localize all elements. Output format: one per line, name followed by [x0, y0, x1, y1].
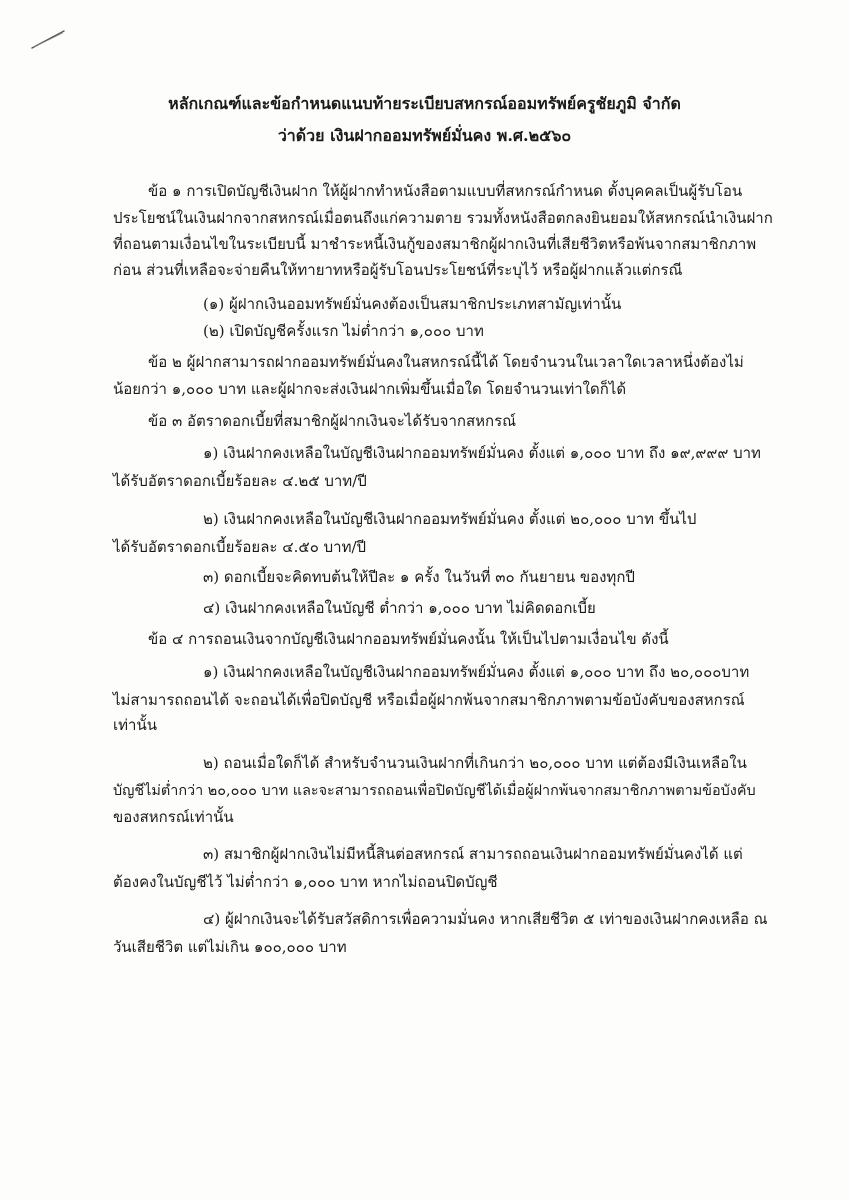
list-item: ๓) ดอกเบี้ยจะคิดทบต้นให้ปีละ ๑ ครั้ง ในวันที่ ๓๐ กันยายน ของทุกปี [203, 568, 635, 586]
paragraph-line: ก่อน ส่วนที่เหลือจะจ่ายคืนให้ทายาทหรือผู้รับโอนประโยชน์ที่ระบุไว้ หรือผู้ฝากแล้วแต่กรณี [113, 261, 683, 279]
list-item: ๓) สมาชิกผู้ฝากเงินไม่มีหนี้สินต่อสหกรณ์ สามารถถอนเงินฝากออมทรัพย์มั่นคงได้ แต่ [203, 845, 743, 863]
list-item-continuation: เท่านั้น [113, 716, 157, 734]
list-item: (๑) ผู้ฝากเงินออมทรัพย์มั่นคงต้องเป็นสมาชิกประเภทสามัญเท่านั้น [203, 295, 622, 313]
list-item: ๔) ผู้ฝากเงินจะได้รับสวัสดิการเพื่อความมั่นคง หากเสียชีวิต ๕ เท่าของเงินฝากคงเหลือ ณ [203, 910, 768, 928]
list-item-continuation: ต้องคงในบัญชีไว้ ไม่ต่ำกว่า ๑,๐๐๐ บาท หากไม่ถอนปิดบัญชี [113, 873, 498, 891]
list-item-continuation: บัญชีไม่ต่ำกว่า ๒๐,๐๐๐ บาท และจะสามารถถอนเพื่อปิดบัญชีได้เมื่อผู้ฝากพ้นจากสมาชิกภาพตามข้อบังคับ [113, 783, 756, 799]
paragraph-line: น้อยกว่า ๑,๐๐๐ บาท และผู้ฝากจะส่งเงินฝากเพิ่มขึ้นเมื่อใด โดยจำนวนเท่าใดก็ได้ [113, 380, 627, 398]
paragraph-line: ประโยชน์ในเงินฝากจากสหกรณ์เมื่อตนถึงแก่ความตาย รวมทั้งหนังสือตกลงยินยอมให้สหกรณ์นำเงินฝาก [113, 209, 773, 227]
list-item: ๑) เงินฝากคงเหลือในบัญชีเงินฝากออมทรัพย์มั่นคง ตั้งแต่ ๑,๐๐๐ บาท ถึง ๑๙,๙๙๙ บาท [203, 444, 761, 462]
list-item-continuation: วันเสียชีวิต แต่ไม่เกิน ๑๐๐,๐๐๐ บาท [113, 938, 347, 956]
paragraph-line: ข้อ ๑ การเปิดบัญชีเงินฝาก ให้ผู้ฝากทำหนังสือตามแบบที่สหกรณ์กำหนด ตั้งบุคคลเป็นผู้รับโอน [148, 182, 743, 200]
paragraph-line: ข้อ ๓ อัตราดอกเบี้ยที่สมาชิกผู้ฝากเงินจะได้รับจากสหกรณ์ [148, 412, 517, 430]
document-title-line-2: ว่าด้วย เงินฝากออมทรัพย์มั่นคง พ.ศ.๒๕๖๐ [277, 126, 572, 145]
paragraph-line: ข้อ ๔ การถอนเงินจากบัญชีเงินฝากออมทรัพย์มั่นคงนั้น ให้เป็นไปตามเงื่อนไข ดังนี้ [148, 630, 669, 648]
document-title-line-1: หลักเกณฑ์และข้อกำหนดแนบท้ายระเบียบสหกรณ์ออมทรัพย์ครูชัยภูมิ จำกัด [168, 94, 681, 113]
list-item-continuation: ของสหกรณ์เท่านั้น [113, 808, 234, 826]
list-item-continuation: ไม่สามารถถอนได้ จะถอนได้เพื่อปิดบัญชี หรือเมื่อผู้ฝากพ้นจากสมาชิกภาพตามข้อบังคับของสหกรณ์ [113, 691, 745, 709]
list-item: ๒) เงินฝากคงเหลือในบัญชีเงินฝากออมทรัพย์มั่นคง ตั้งแต่ ๒๐,๐๐๐ บาท ขึ้นไป [203, 510, 697, 528]
list-item: (๒) เปิดบัญชีครั้งแรก ไม่ต่ำกว่า ๑,๐๐๐ บาท [203, 322, 484, 340]
list-item: ๒) ถอนเมื่อใดก็ได้ สำหรับจำนวนเงินฝากที่เกินกว่า ๒๐,๐๐๐ บาท แต่ต้องมีเงินเหลือใน [203, 754, 747, 772]
list-item: ๑) เงินฝากคงเหลือในบัญชีเงินฝากออมทรัพย์มั่นคง ตั้งแต่ ๑,๐๐๐ บาท ถึง ๒๐,๐๐๐บาท [203, 663, 750, 681]
paragraph-line: ข้อ ๒ ผู้ฝากสามารถฝากออมทรัพย์มั่นคงในสหกรณ์นี้ได้ โดยจำนวนในเวลาใดเวลาหนึ่งต้องไม่ [148, 353, 744, 371]
list-item-continuation: ได้รับอัตราดอกเบี้ยร้อยละ ๔.๕๐ บาท/ปี [113, 538, 367, 556]
list-item: ๔) เงินฝากคงเหลือในบัญชี ต่ำกว่า ๑,๐๐๐ บาท ไม่คิดดอกเบี้ย [203, 599, 596, 617]
list-item-continuation: ได้รับอัตราดอกเบี้ยร้อยละ ๔.๒๕ บาท/ปี [113, 472, 367, 490]
paragraph-line: ที่ถอนตามเงื่อนไขในระเบียบนี้ มาชำระหนี้เงินกู้ของสมาชิกผู้ฝากเงินที่เสียชีวิตหรือพ้นจากสมาชิกภาพ [113, 235, 757, 253]
